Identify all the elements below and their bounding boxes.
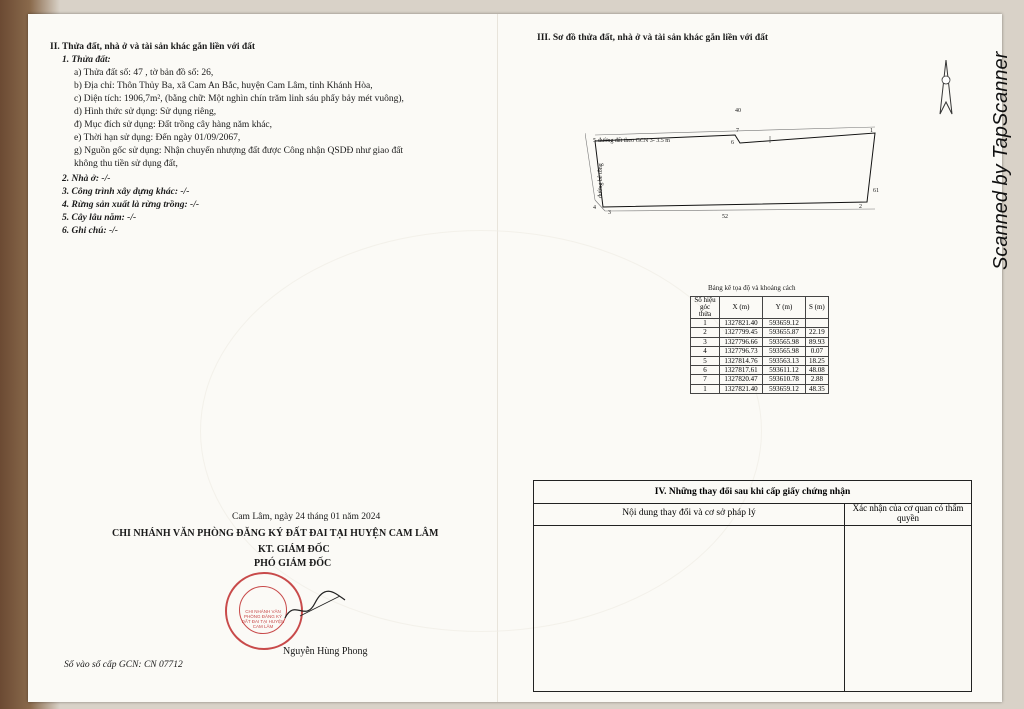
- place-date: Cam Lâm, ngày 24 tháng 01 năm 2024: [232, 512, 381, 522]
- label-n40: 40: [735, 108, 741, 114]
- kt-director: KT. GIÁM ĐỐC: [258, 544, 330, 555]
- table-row: [691, 328, 829, 337]
- scanner-watermark: Scanned by TapScanner: [990, 51, 1012, 270]
- table-cell-s: 2.88: [806, 375, 829, 384]
- table-cell-s: 18.25: [806, 356, 829, 365]
- table-cell-id: 4: [691, 347, 720, 356]
- section-iii-title: III. Sơ đồ thửa đất, nhà ở và tài sản khác gắn liền với đất: [537, 33, 769, 43]
- coords-table-header: [691, 297, 829, 319]
- table-row: [691, 347, 829, 356]
- table-cell-x: 1327796.66: [720, 337, 763, 346]
- table-cell-y: 593610.78: [763, 375, 806, 384]
- changes-col1-header: Nội dung thay đổi và cơ sở pháp lý: [534, 503, 844, 526]
- table-cell-y: 593659.12: [763, 384, 806, 393]
- label-p2: 2: [859, 204, 862, 210]
- table-cell-x: 1327820.47: [720, 375, 763, 384]
- parcel-diagram: [585, 105, 885, 223]
- col-header-y: Y (m): [763, 297, 806, 319]
- deputy-director: PHÓ GIÁM ĐỐC: [254, 558, 332, 569]
- table-cell-s: 0.07: [806, 347, 829, 356]
- label-p4: 4: [593, 205, 596, 211]
- changes-box: [533, 480, 972, 692]
- changes-col2-header: Xác nhận của cơ quan có thẩm quyền: [845, 503, 971, 526]
- table-row: [691, 375, 829, 384]
- land-line-a: a) Thửa đất số: 47 , tờ bản đồ số: 26,: [74, 68, 214, 78]
- col-header-x: X (m): [720, 297, 763, 319]
- changes-title: IV. Những thay đổi sau khi cấp giấy chứng nhận: [534, 481, 971, 504]
- land-heading: 1. Thửa đất:: [62, 55, 111, 65]
- table-cell-y: 593659.12: [763, 319, 806, 328]
- table-cell-s: 22.19: [806, 328, 829, 337]
- item-notes: 6. Ghi chú: -/-: [62, 226, 118, 236]
- issuing-office: CHI NHÁNH VĂN PHÒNG ĐĂNG KÝ ĐẤT ĐAI TẠI HUYỆN CAM LÂM: [112, 528, 439, 539]
- land-line-e: e) Thời hạn sử dụng: Đến ngày 01/09/2067,: [74, 133, 241, 143]
- table-cell-id: 5: [691, 356, 720, 365]
- table-cell-s: 48.08: [806, 366, 829, 375]
- col-header-id: Số hiệu góc thửa: [691, 297, 720, 319]
- table-cell-id: 1: [691, 384, 720, 393]
- label-p3: 3: [608, 210, 611, 216]
- north-arrow-icon: [936, 58, 956, 118]
- table-cell-id: 2: [691, 328, 720, 337]
- table-cell-y: 593565.98: [763, 347, 806, 356]
- certificate-number: Số vào sổ cấp GCN: CN 07712: [64, 660, 183, 670]
- table-cell-id: 3: [691, 337, 720, 346]
- table-row: [691, 319, 829, 328]
- coords-table: [690, 296, 829, 394]
- label-p1: 1: [870, 128, 873, 134]
- table-cell-x: 1327821.40: [720, 384, 763, 393]
- table-row: [691, 356, 829, 365]
- item-perennial: 5. Cây lâu năm: -/-: [62, 213, 137, 223]
- table-row: [691, 337, 829, 346]
- table-cell-id: 6: [691, 366, 720, 375]
- table-row: [691, 384, 829, 393]
- item-house: 2. Nhà ở: -/-: [62, 174, 111, 184]
- item-construction: 3. Công trình xây dựng khác: -/-: [62, 187, 190, 197]
- label-n61: 61: [873, 188, 879, 194]
- table-cell-y: 593611.12: [763, 366, 806, 375]
- land-line-d: d) Hình thức sử dụng: Sử dụng riêng,: [74, 107, 217, 117]
- table-cell-x: 1327817.61: [720, 366, 763, 375]
- table-cell-id: 7: [691, 375, 720, 384]
- table-cell-y: 593563.13: [763, 356, 806, 365]
- table-cell-x: 1327821.40: [720, 319, 763, 328]
- label-p6: 6: [731, 140, 734, 146]
- signature: [280, 588, 350, 628]
- land-line-dd: đ) Mục đích sử dụng: Đất trồng cây hàng năm khác,: [74, 120, 273, 130]
- item-forest: 4. Rừng sản xuất là rừng trồng: -/-: [62, 200, 200, 210]
- table-cell-y: 593565.98: [763, 337, 806, 346]
- section-ii-title: II. Thửa đất, nhà ở và tài sản khác gắn liền với đất: [50, 42, 256, 52]
- table-cell-s: [806, 319, 829, 328]
- table-cell-s: 89.93: [806, 337, 829, 346]
- signer-name: Nguyễn Hùng Phong: [283, 646, 368, 657]
- land-line-c: c) Diện tích: 1906,7m², (bằng chữ: Một nghìn chín trăm linh sáu phẩy bảy mét vuông),: [74, 94, 404, 104]
- table-row: [691, 366, 829, 375]
- table-cell-s: 48.35: [806, 384, 829, 393]
- coords-table-title: Bảng kê tọa độ và khoảng cách: [708, 284, 796, 292]
- label-n52: 52: [722, 214, 728, 220]
- label-road-left: đường bê tông: [598, 163, 604, 198]
- label-road-top: đường đất theo GCN 3- 3.5 m: [598, 138, 670, 144]
- table-cell-x: 1327799.45: [720, 328, 763, 337]
- land-line-g1: g) Nguồn gốc sử dụng: Nhận chuyển nhượng đất được Công nhận QSDĐ như giao đất: [74, 146, 404, 156]
- col-header-s: S (m): [806, 297, 829, 319]
- table-cell-y: 593655.87: [763, 328, 806, 337]
- changes-column-content: [534, 503, 845, 691]
- land-line-b: b) Địa chỉ: Thôn Thủy Ba, xã Cam An Bắc, huyện Cam Lâm, tỉnh Khánh Hòa,: [74, 81, 373, 91]
- table-cell-x: 1327796.73: [720, 347, 763, 356]
- table-cell-id: 1: [691, 319, 720, 328]
- label-p5: 5: [593, 138, 596, 144]
- table-cell-x: 1327814.76: [720, 356, 763, 365]
- land-line-g2: không thu tiền sử dụng đất,: [74, 159, 178, 169]
- seal-text: CHI NHÁNH VĂN PHÒNG ĐĂNG KÝ ĐẤT ĐAI TẠI HUYỆN CAM LÂM: [241, 609, 285, 629]
- label-p7: 7: [736, 128, 739, 134]
